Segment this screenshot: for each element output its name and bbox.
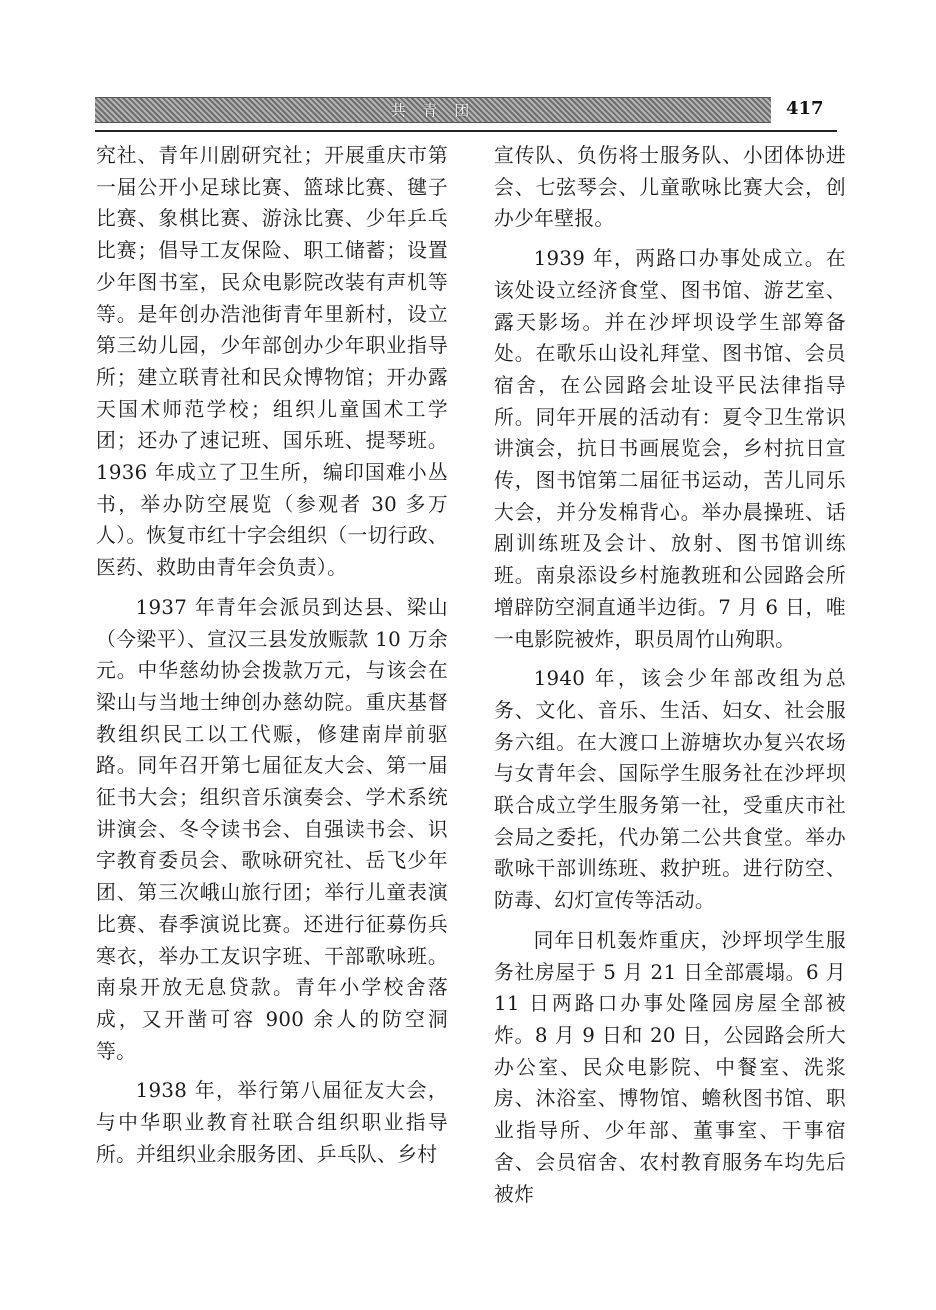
right-paragraph-4: 同年日机轰炸重庆，沙坪坝学生服务社房屋于 5 月 21 日全部震塌。6 月 11 日两路口办事处隆园房屋全部被炸。8 月 9 日和 20 日，公园路会所大办公室、民众电影院、中餐室、洗浆房、沐浴室、博物馆、蟾秋图书馆、职业指导所、少年部、董事室、干事宿舍、会员宿舍、农村教育服务车均先后被炸 bbox=[494, 928, 846, 1206]
right-paragraph-2: 1939 年，两路口办事处成立。在该处设立经济食堂、图书馆、游艺室、露天影场。并在沙坪坝设学生部筹备处。在歌乐山设礼拜堂、图书馆、会员宿舍，在公园路会址设平民法律指导所。同年开展的活动有：夏令卫生常识讲演会，抗日书画展览会，乡村抗日宣传，图书馆第二届征书运动，苦儿同乐大会，并分发棉背心。举办晨操班、话剧训练班及会计、放射、图书馆训练班。南泉添设乡村施教班和公园路会所增辟防空洞直通半边街。7 月 6 日，唯一电影院被炸，职员周竹山殉职。 bbox=[494, 247, 846, 651]
right-column bbox=[494, 140, 846, 1210]
right-paragraph-1: 宣传队、负伤将士服务队、小团体协进会、七弦琴会、儿童歌咏比赛大会，创办少年壁报。 bbox=[494, 144, 846, 231]
left-paragraph-3: 1938 年，举行第八届征友大会，与中华职业教育社联合组织职业指导所。并组织业余服务团、乒乓队、乡村 bbox=[96, 1079, 448, 1166]
left-paragraph-2: 1937 年青年会派员到达县、梁山（今梁平）、宣汉三县发放赈款 10 万余元。中华慈幼协会拨款万元，与该会在梁山与当地士绅创办慈幼院。重庆基督教组织民工以工代赈，修建南岸前驱路。同年召开第七届征友大会、第一届征书大会；组织音乐演奏会、学术系统讲演会、冬令读书会、自强读书会、识字教育委员会、歌咏研究社、岳飞少年团、第三次峨山旅行团；举行儿童表演比赛、春季演说比赛。还进行征募伤兵寒衣，举办工友识字班、干部歌咏班。南泉开放无息贷款。青年小学校舍落成，又开凿可容 900 余人的防空洞等。 bbox=[96, 595, 448, 1063]
left-paragraph-1: 究社、青年川剧研究社；开展重庆市第一届公开小足球比赛、篮球比赛、毽子比赛、象棋比赛、游泳比赛、少年乒乓比赛；倡导工友保险、职工储蓄；设置少年图书室，民众电影院改装有声机等等。是年创办浩池街青年里新村，设立第三幼儿园，少年部创办少年职业指导所；建立联青社和民众博物馆；开办露天国术师范学校；组织儿童国术工学团；还办了速记班、国乐班、提琴班。1936 年成立了卫生所，编印国难小丛书，举办防空展览（参观者 30 多万人）。恢复市红十字会组织（一切行政、医药、救助由青年会负责）。 bbox=[96, 144, 448, 580]
left-column bbox=[96, 140, 448, 1171]
running-header-title: 共 青 团 bbox=[390, 101, 476, 120]
right-paragraph-3: 1940 年，该会少年部改组为总务、文化、音乐、生活、妇女、社会服务六组。在大渡口上游塘坎办复兴农场与女青年会、国际学生服务社在沙坪坝联合成立学生服务第一社，受重庆市社会局之委托，代办第二公共食堂。举办歌咏干部训练班、救护班。进行防空、防毒、幻灯宣传等活动。 bbox=[494, 667, 846, 913]
header-rule bbox=[95, 130, 837, 132]
running-header-band bbox=[95, 97, 771, 123]
page-number: 417 bbox=[786, 98, 824, 119]
